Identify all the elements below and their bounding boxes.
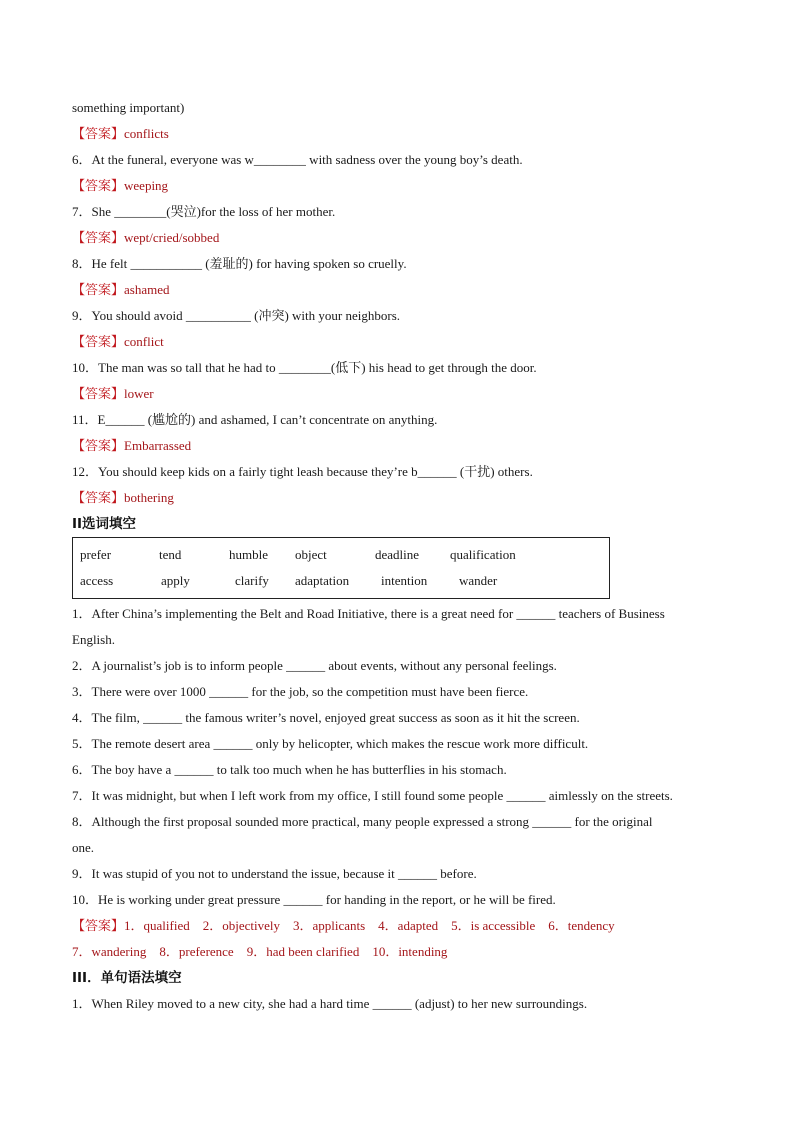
fill-question-6: 6．The boy have a ______ to talk too much when he has butterflies in his stomach. [72,762,507,777]
fill-question-3: 3．There were over 1000 ______ for the job, so the competition must have been fierce. [72,684,529,699]
fill-question-7: 7．It was midnight, but when I left work from my office, I still found some people ______ aimlessly on the streets. [72,788,673,803]
word-bank-item: clarify [235,573,269,588]
answer-text: conflict [124,334,164,349]
answer-line-8 [72,277,732,303]
answer-text: Embarrassed [124,438,192,453]
question-12: 12．You should keep kids on a fairly tight leash because they’re b______ (干扰) others. [72,464,533,479]
answer-line-10 [72,381,732,407]
word-bank-item: object [295,547,327,562]
section-heading-ii: II选词填空 [72,516,137,532]
document-page [72,95,732,1017]
fill-question-5: 5．The remote desert area ______ only by helicopter, which makes the rescue work more difficult. [72,736,589,751]
answer-line-11 [72,433,732,459]
question-10: 10．The man was so tall that he had to ________(低下) his head to get through the door. [72,360,537,375]
answer-text: ashamed [124,282,170,297]
answer-text: weeping [124,178,169,193]
answer-tag: 【答案】 [72,334,125,349]
answer-tag: 【答案】 [72,126,125,141]
word-bank-item: qualification [450,547,516,562]
question-6: 6．At the funeral, everyone was w________ with sadness over the young boy’s death. [72,152,523,167]
answer-tag: 【答案】 [72,230,125,245]
answer-text: bothering [124,490,174,505]
answer-tag: 【答案】 [72,282,125,297]
fill-question-2: 2．A journalist’s job is to inform people ______ about events, without any personal feelings. [72,658,557,673]
answer-text: 1．qualified 2．objectively 3．applicants 4．adapted 5．is accessible 6．tendency [124,918,615,933]
fill-question-10: 10．He is working under great pressure ______ for handing in the report, or he will be fired. [72,892,556,907]
word-bank-item: prefer [80,547,112,562]
question-7: 7．She ________(哭泣)for the loss of her mother. [72,204,336,219]
answer-text: conflicts [124,126,169,141]
question-9: 9．You should avoid __________ (冲突) with your neighbors. [72,308,401,323]
word-bank-box [72,537,610,599]
answer-tag: 【答案】 [72,438,125,453]
word-bank-item: wander [459,573,498,588]
fill-question-8b: one. [72,840,95,855]
answer-tag: 【答案】 [72,918,125,933]
answer-line-12 [72,485,732,511]
fill-question-1b: English. [72,632,115,647]
section2-answers-line-2: 7．wandering 8．preference 9．had been clarified 10．intending [72,944,448,959]
word-bank-item: access [80,573,114,588]
answer-line-6 [72,173,732,199]
fill-question-4: 4．The film, ______ the famous writer’s novel, enjoyed great success as soon as it hit the screen. [72,710,580,725]
fill-question-9: 9．It was stupid of you not to understand the issue, because it ______ before. [72,866,477,881]
word-bank-item: deadline [375,547,420,562]
word-bank-item: apply [161,573,190,588]
answer-line-5 [72,121,732,147]
word-bank-item: humble [229,547,268,562]
answer-tag: 【答案】 [72,490,125,505]
answer-text: wept/cried/sobbed [124,230,220,245]
section-heading-iii: III．单句语法填空 [72,970,182,986]
word-bank-item: intention [381,573,428,588]
question-11: 11．E______ (尴尬的) and ashamed, I can’t concentrate on anything. [72,412,438,427]
question-8: 8．He felt ___________ (羞耻的) for having spoken so cruelly. [72,256,407,271]
answer-line-7 [72,225,732,251]
answer-text: lower [124,386,154,401]
section2-answers-line-1 [72,913,732,939]
word-bank-item: adaptation [295,573,350,588]
fill-question-8a: 8．Although the first proposal sounded more practical, many people expressed a strong ______ for the original [72,814,653,829]
question-continuation: something important) [72,100,185,115]
answer-line-9 [72,329,732,355]
word-bank-item: tend [159,547,182,562]
grammar-question-1: 1．When Riley moved to a new city, she had a hard time ______ (adjust) to her new surroundings. [72,996,588,1011]
fill-question-1a: 1．After China’s implementing the Belt and Road Initiative, there is a great need for ______ teachers of Business [72,606,665,621]
answer-tag: 【答案】 [72,386,125,401]
answer-tag: 【答案】 [72,178,125,193]
